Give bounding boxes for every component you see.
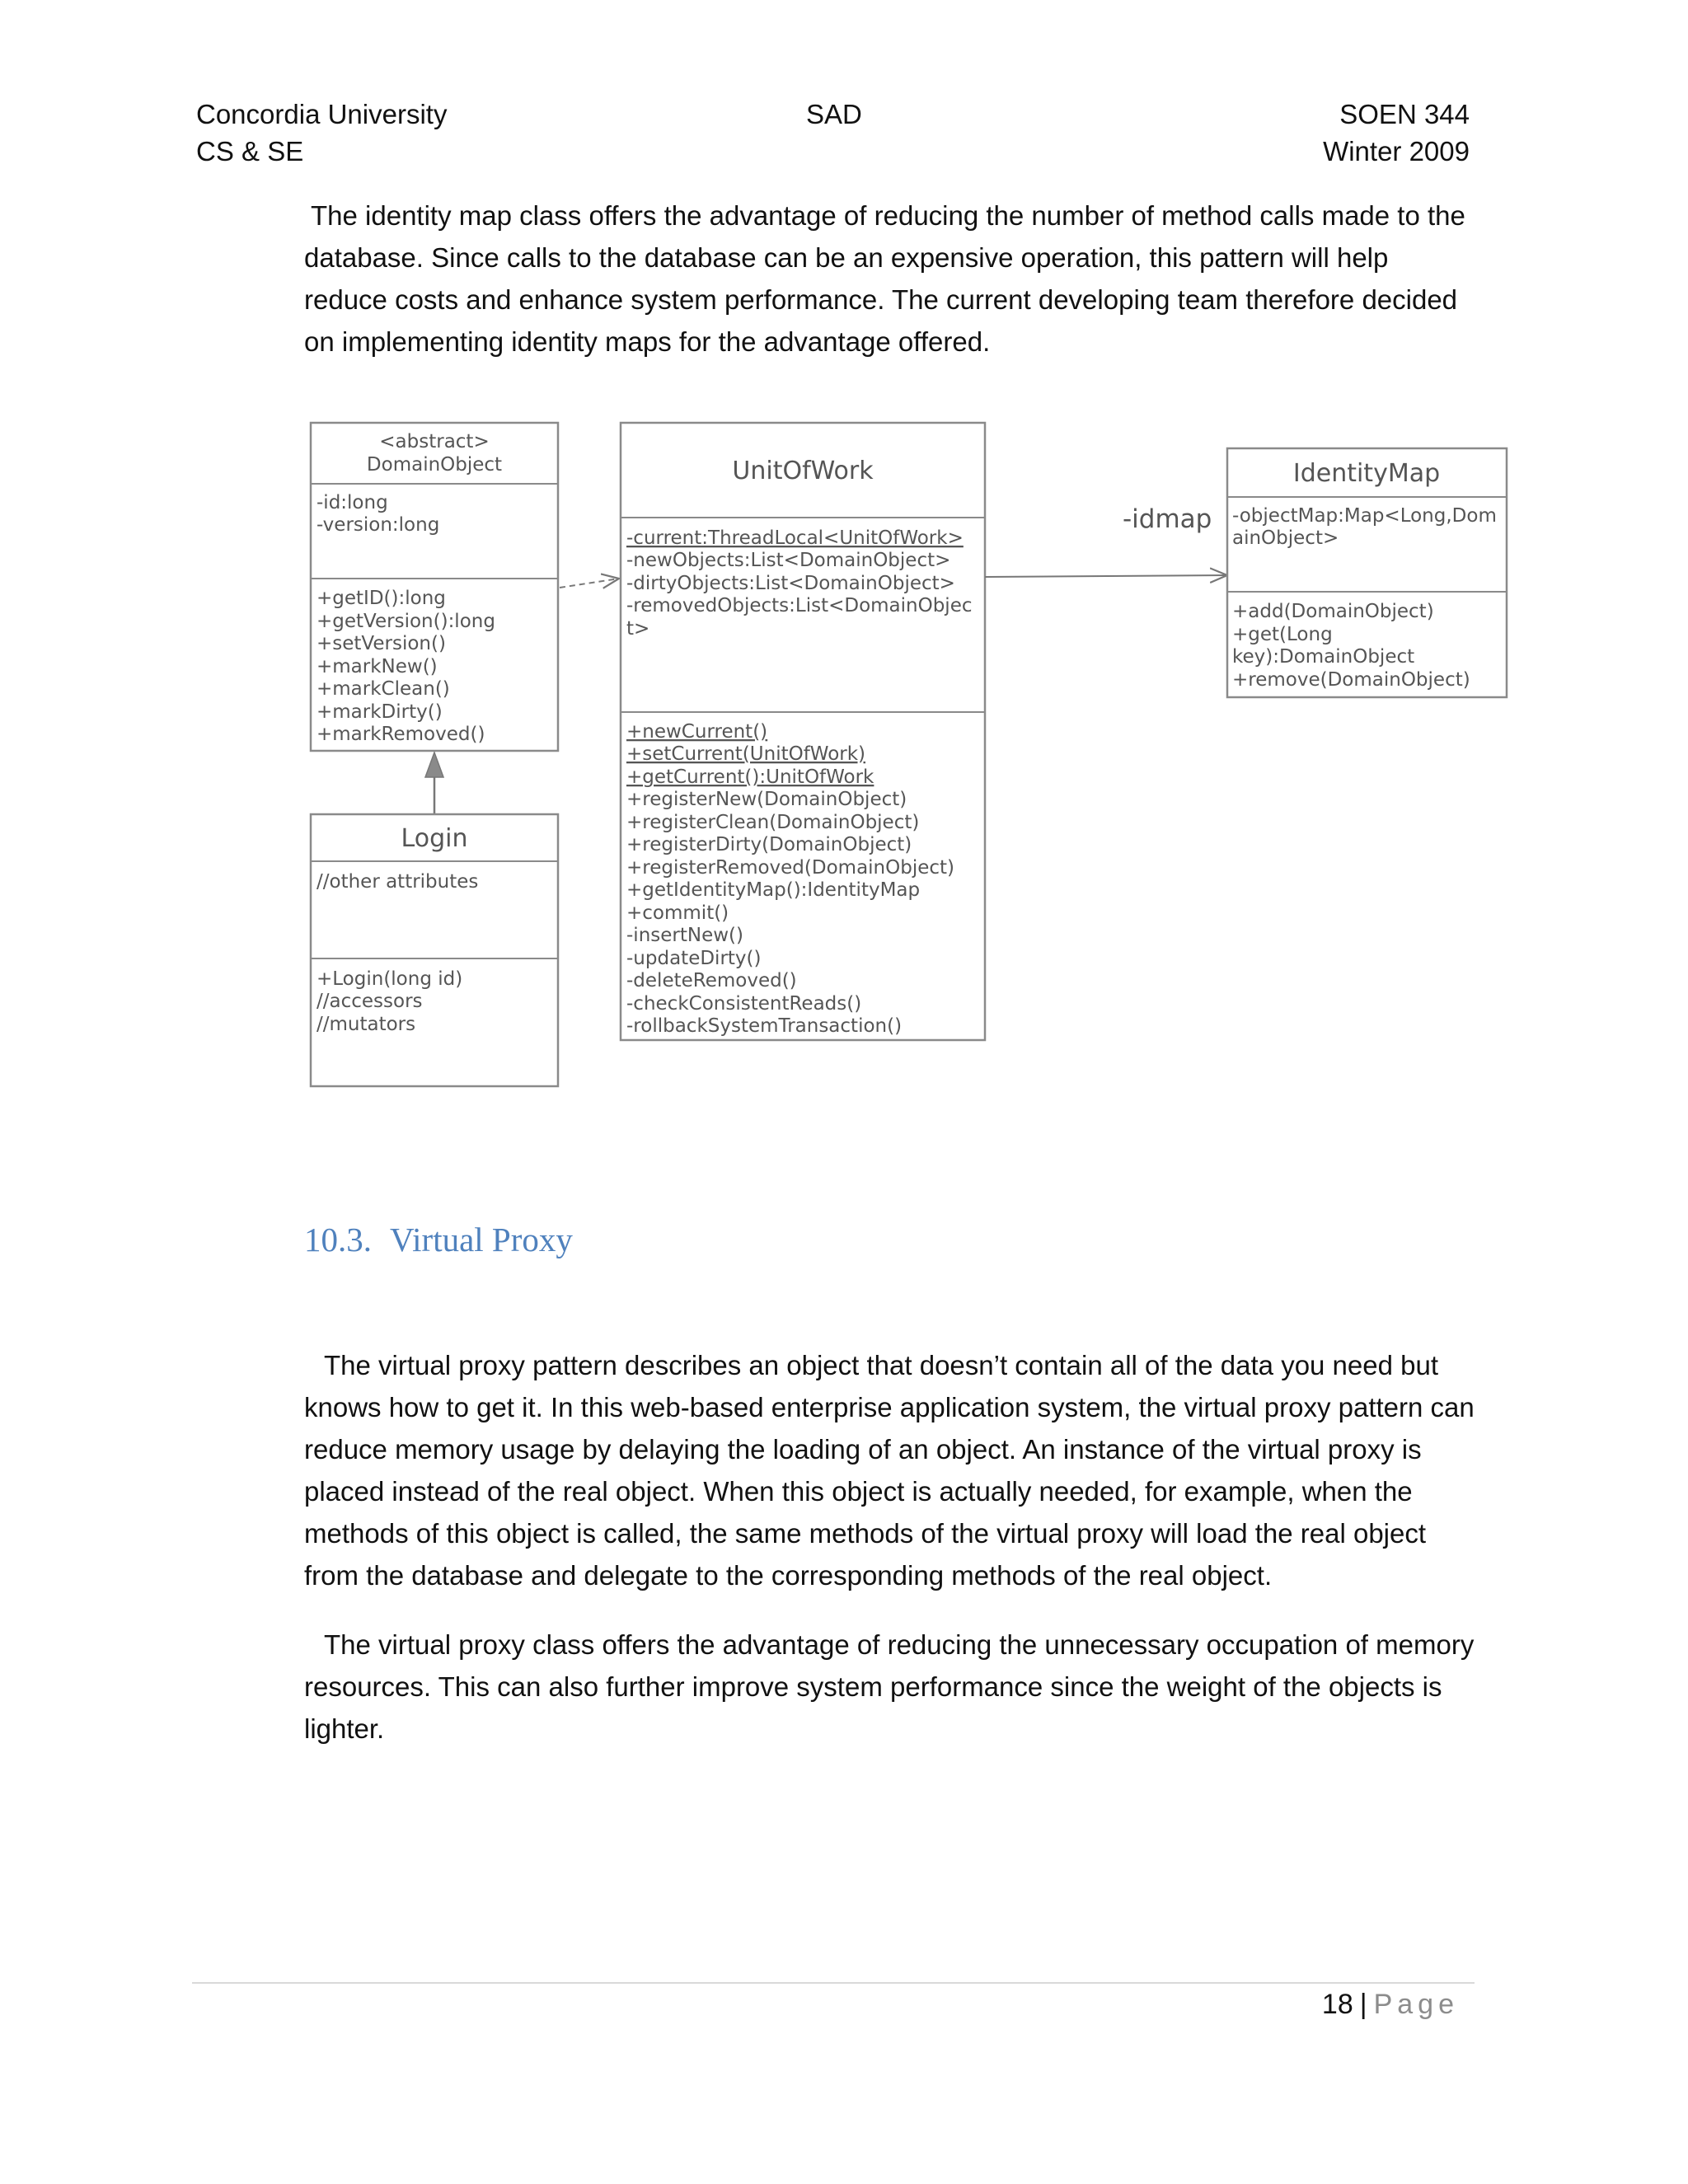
unit-of-work-attribute: -removedObjects:List<DomainObjec [626, 595, 973, 616]
virtual-proxy-paragraph-1: The virtual proxy pattern describes an object that doesn’t contain all of the data you need but knows how to get it. In this web-based enterprise application system, the virtual proxy pattern can reduce memory usage by delaying the loading of an object. An instance of the virtual proxy is placed instead of the real object. When this object is actually needed, for example, when the methods of this object is called, the same methods of the virtual proxy will load the real object from the database and delegate to the corresponding methods of the real object. [304, 1350, 1475, 1591]
unit-of-work-method: +registerClean(DomainObject) [626, 812, 920, 833]
domain-object-method: +getVersion():long [316, 611, 495, 632]
inheritance-arrow [425, 752, 443, 814]
unit-of-work-name: UnitOfWork [732, 457, 874, 485]
domain-object-attribute: -version:long [316, 514, 440, 536]
unit-of-work-method: +getIdentityMap():IdentityMap [626, 879, 921, 901]
header-document-type: SAD [806, 99, 862, 129]
identity-map-method: +add(DomainObject) [1232, 601, 1434, 622]
footer-separator: | [1359, 1989, 1367, 2020]
login-method: //mutators [316, 1014, 416, 1035]
identity-map-method: key):DomainObject [1232, 646, 1415, 668]
class-domain-object [311, 423, 558, 751]
unit-of-work-attribute: -newObjects:List<DomainObject> [626, 550, 951, 571]
page-number: 18 [1321, 1989, 1353, 2020]
domain-object-method: +markClean() [316, 678, 450, 700]
identity-map-name: IdentityMap [1292, 459, 1441, 488]
domain-object-method: +markDirty() [316, 701, 443, 723]
section-title: Virtual Proxy [390, 1221, 573, 1258]
association-label: -idmap [1123, 504, 1212, 534]
header-term: Winter 2009 [1323, 136, 1470, 166]
virtual-proxy-paragraph-2: The virtual proxy class offers the advantage of reducing the unnecessary occupation of memory resources. This can also further improve system performance since the weight of the objects is lighter. [304, 1629, 1475, 1744]
login-method: //accessors [316, 991, 423, 1012]
unit-of-work-method: -rollbackSystemTransaction() [626, 1015, 903, 1037]
unit-of-work-method: +getCurrent():UnitOfWork [626, 766, 874, 788]
domain-object-attribute: -id:long [316, 492, 388, 513]
domain-object-method: +setVersion() [316, 633, 446, 654]
identity-map-attribute: -objectMap:Map<Long,Dom [1232, 505, 1497, 527]
identity-map-method: +get(Long [1232, 624, 1333, 645]
dependency-arrow [560, 579, 619, 588]
identity-map-method: +remove(DomainObject) [1232, 669, 1470, 691]
unit-of-work-method: -checkConsistentReads() [626, 993, 862, 1015]
footer-divider [192, 1982, 1475, 1984]
identity-map-paragraph: The identity map class offers the advantage of reducing the number of method calls made to the database. Since calls to the database can be an expensive operation, this pattern will help reduce costs and enhance system performance. The current developing team therefore decided on implementing identity maps for the advantage offered. [304, 200, 1465, 357]
class-identity-map [1227, 448, 1507, 697]
unit-of-work-method: +registerRemoved(DomainObject) [626, 857, 955, 879]
unit-of-work-method: +registerNew(DomainObject) [626, 789, 907, 810]
unit-of-work-method: +newCurrent() [626, 721, 768, 743]
unit-of-work-attribute: -dirtyObjects:List<DomainObject> [626, 573, 955, 594]
domain-object-method: +markNew() [316, 656, 438, 677]
domain-object-stereotype: <abstract> [379, 431, 490, 452]
header-department: CS & SE [196, 136, 304, 166]
class-login [311, 814, 558, 1086]
section-heading [304, 1220, 573, 1259]
domain-object-method: +markRemoved() [316, 724, 485, 745]
header-course: SOEN 344 [1339, 99, 1470, 129]
login-name: Login [401, 824, 468, 853]
unit-of-work-method: +commit() [626, 902, 729, 924]
page-label: Page [1373, 1989, 1459, 2020]
unit-of-work-method: +registerDirty(DomainObject) [626, 834, 912, 855]
association-arrow [985, 575, 1227, 577]
unit-of-work-attribute: -current:ThreadLocal<UnitOfWork> [626, 527, 964, 549]
domain-object-method: +getID():long [316, 588, 446, 609]
header-university: Concordia University [196, 99, 448, 129]
domain-object-name: DomainObject [366, 454, 503, 476]
login-method: +Login(long id) [316, 968, 463, 990]
unit-of-work-method: -updateDirty() [626, 948, 762, 969]
identity-map-attribute: ainObject> [1232, 527, 1339, 549]
class-unit-of-work [621, 423, 985, 1040]
section-number: 10.3. [304, 1221, 372, 1258]
page-footer [1322, 1986, 1459, 2023]
unit-of-work-attribute: t> [626, 618, 650, 640]
unit-of-work-method: -deleteRemoved() [626, 970, 797, 991]
unit-of-work-method: -insertNew() [626, 925, 743, 946]
login-attribute: //other attributes [316, 871, 479, 893]
unit-of-work-method: +setCurrent(UnitOfWork) [626, 743, 866, 765]
